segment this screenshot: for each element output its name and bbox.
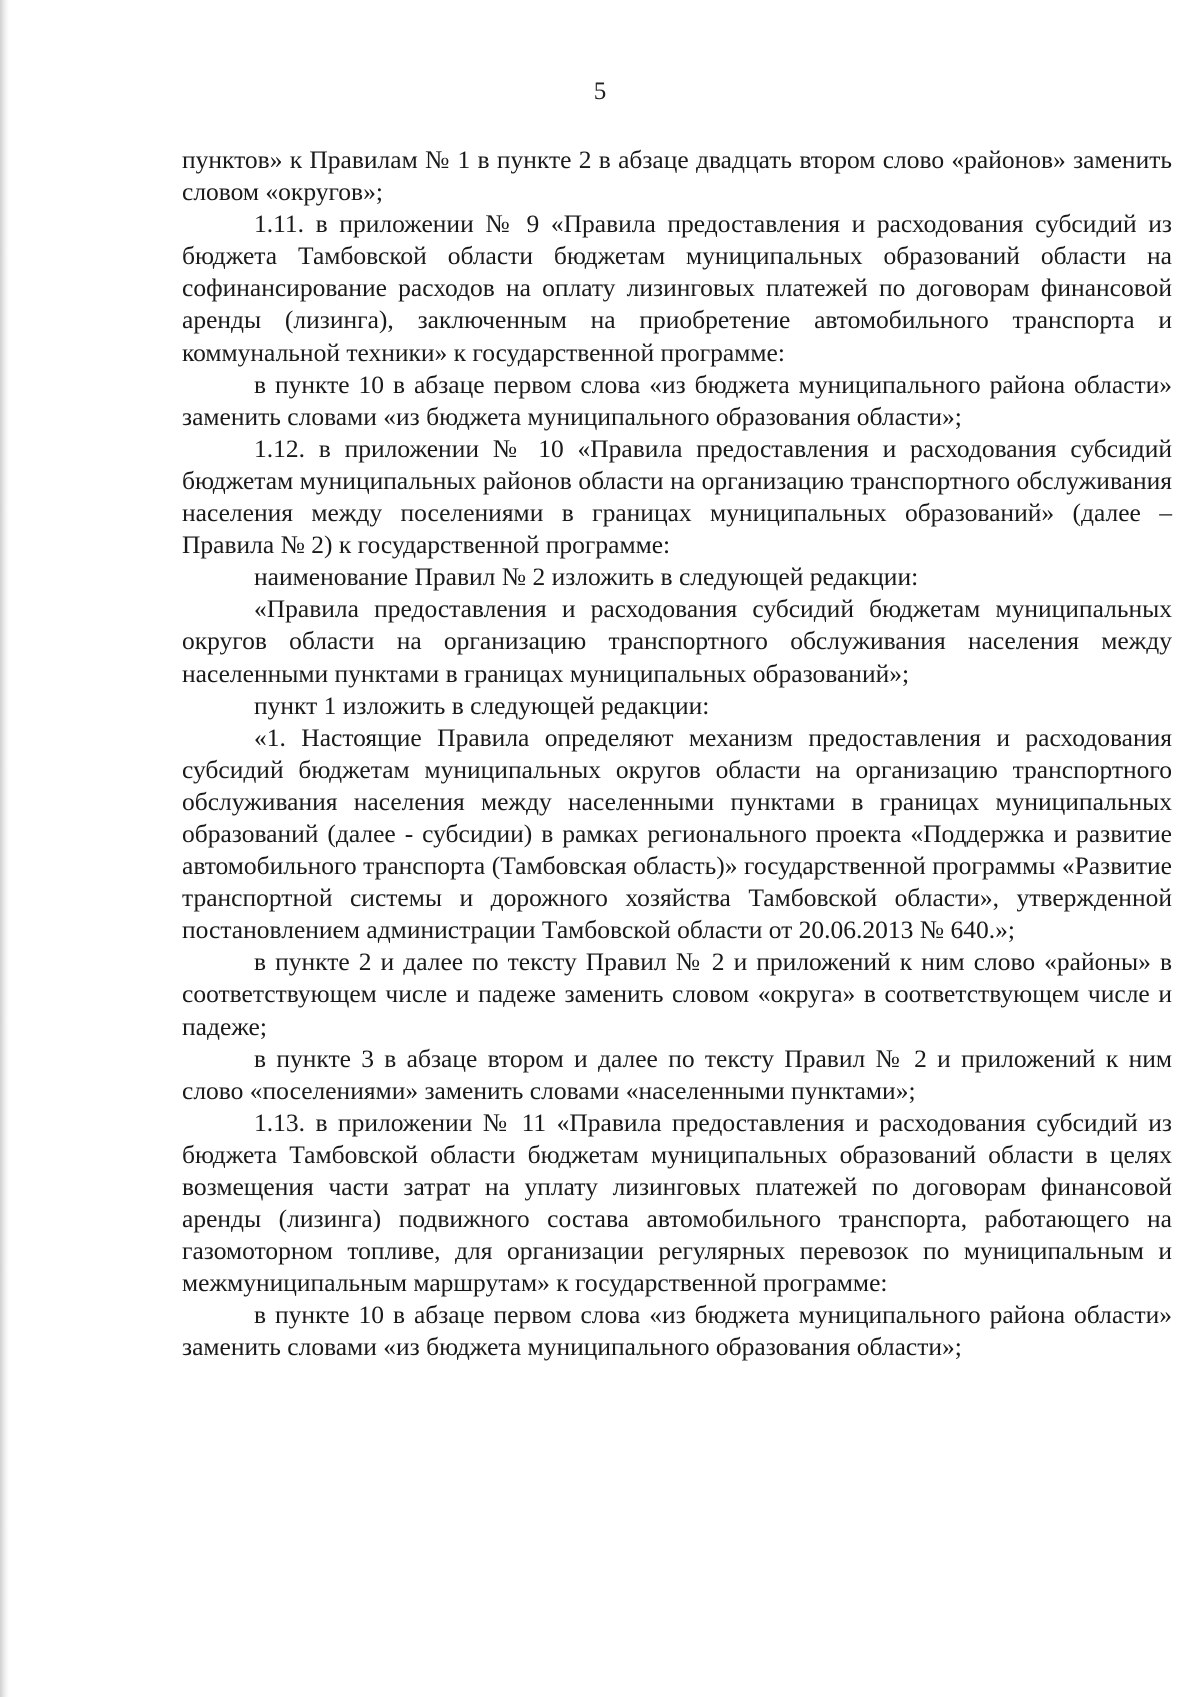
paragraph: в пункте 2 и далее по тексту Правил № 2 и приложений к ним слово «районы» в соответствующем числе и падеже заменить словом «округа» в соответствующем числе и падеже;	[182, 947, 1172, 1041]
page-number: 5	[593, 78, 607, 105]
paragraph-item-1-13: 1.13. в приложении № 11 «Правила предоставления и расходования субсидий из бюджета Тамбовской области бюджетам муниципальных образований области в целях возмещения части затрат на уплату лизинговых платежей по договорам финансовой аренды (лизинга) подвижного состава автомобильного транспорта, работающего на газомоторном топливе, для организации регулярных перевозок по муниципальным и межмуниципальным маршрутам» к государственной программе:	[182, 1107, 1172, 1298]
paragraph: в пункте 10 в абзаце первом слова «из бюджета муниципального района области» заменить словами «из бюджета муниципального образования области»;	[182, 369, 1172, 431]
paragraph: пункт 1 изложить в следующей редакции:	[254, 690, 710, 720]
paragraph-quote: «1. Настоящие Правила определяют механизм предоставления и расходования субсидий бюджетам муниципальных округов области на организацию транспортного обслуживания населения между населенными пунктами в границах муниципальных образований (далее - субсидии) в рамках регионального проекта «Поддержка и развитие автомобильного транспорта (Тамбовская область)» государственной программы «Развитие транспортной системы и дорожного хозяйства Тамбовской области», утвержденной постановлением администрации Тамбовской области от 20.06.2013 № 640.»;	[182, 722, 1172, 945]
paragraph: наименование Правил № 2 изложить в следующей редакции:	[254, 562, 919, 592]
paragraph-item-1-11: 1.11. в приложении № 9 «Правила предоставления и расходования субсидий из бюджета Тамбовской области бюджетам муниципальных образований области на софинансирование расходов на оплату лизинговых платежей по договорам финансовой аренды (лизинга), заключенным на приобретение автомобильного транспорта и коммунальной техники» к государственной программе:	[182, 209, 1172, 367]
paragraph-item-1-12: 1.12. в приложении № 10 «Правила предоставления и расходования субсидий бюджетам муниципальных районов области на организацию транспортного обслуживания населения между поселениями в границах муниципальных образований» (далее – Правила № 2) к государственной программе:	[182, 433, 1172, 560]
document-body	[182, 144, 1172, 1364]
paragraph-quote: «Правила предоставления и расходования субсидий бюджетам муниципальных округов области на организацию транспортного обслуживания населения между населенными пунктами в границах муниципальных образований»;	[182, 594, 1172, 688]
scan-edge-shadow	[0, 0, 9, 1697]
paragraph-continuation: пунктов» к Правилам № 1 в пункте 2 в абзаце двадцать втором слово «районов» заменить словом «округов»;	[182, 145, 1172, 207]
paragraph: в пункте 10 в абзаце первом слова «из бюджета муниципального района области» заменить словами «из бюджета муниципального образования области»;	[182, 1300, 1172, 1362]
paragraph: в пункте 3 в абзаце втором и далее по тексту Правил № 2 и приложений к ним слово «поселениями» заменить словами «населенными пунктами»;	[182, 1043, 1172, 1105]
